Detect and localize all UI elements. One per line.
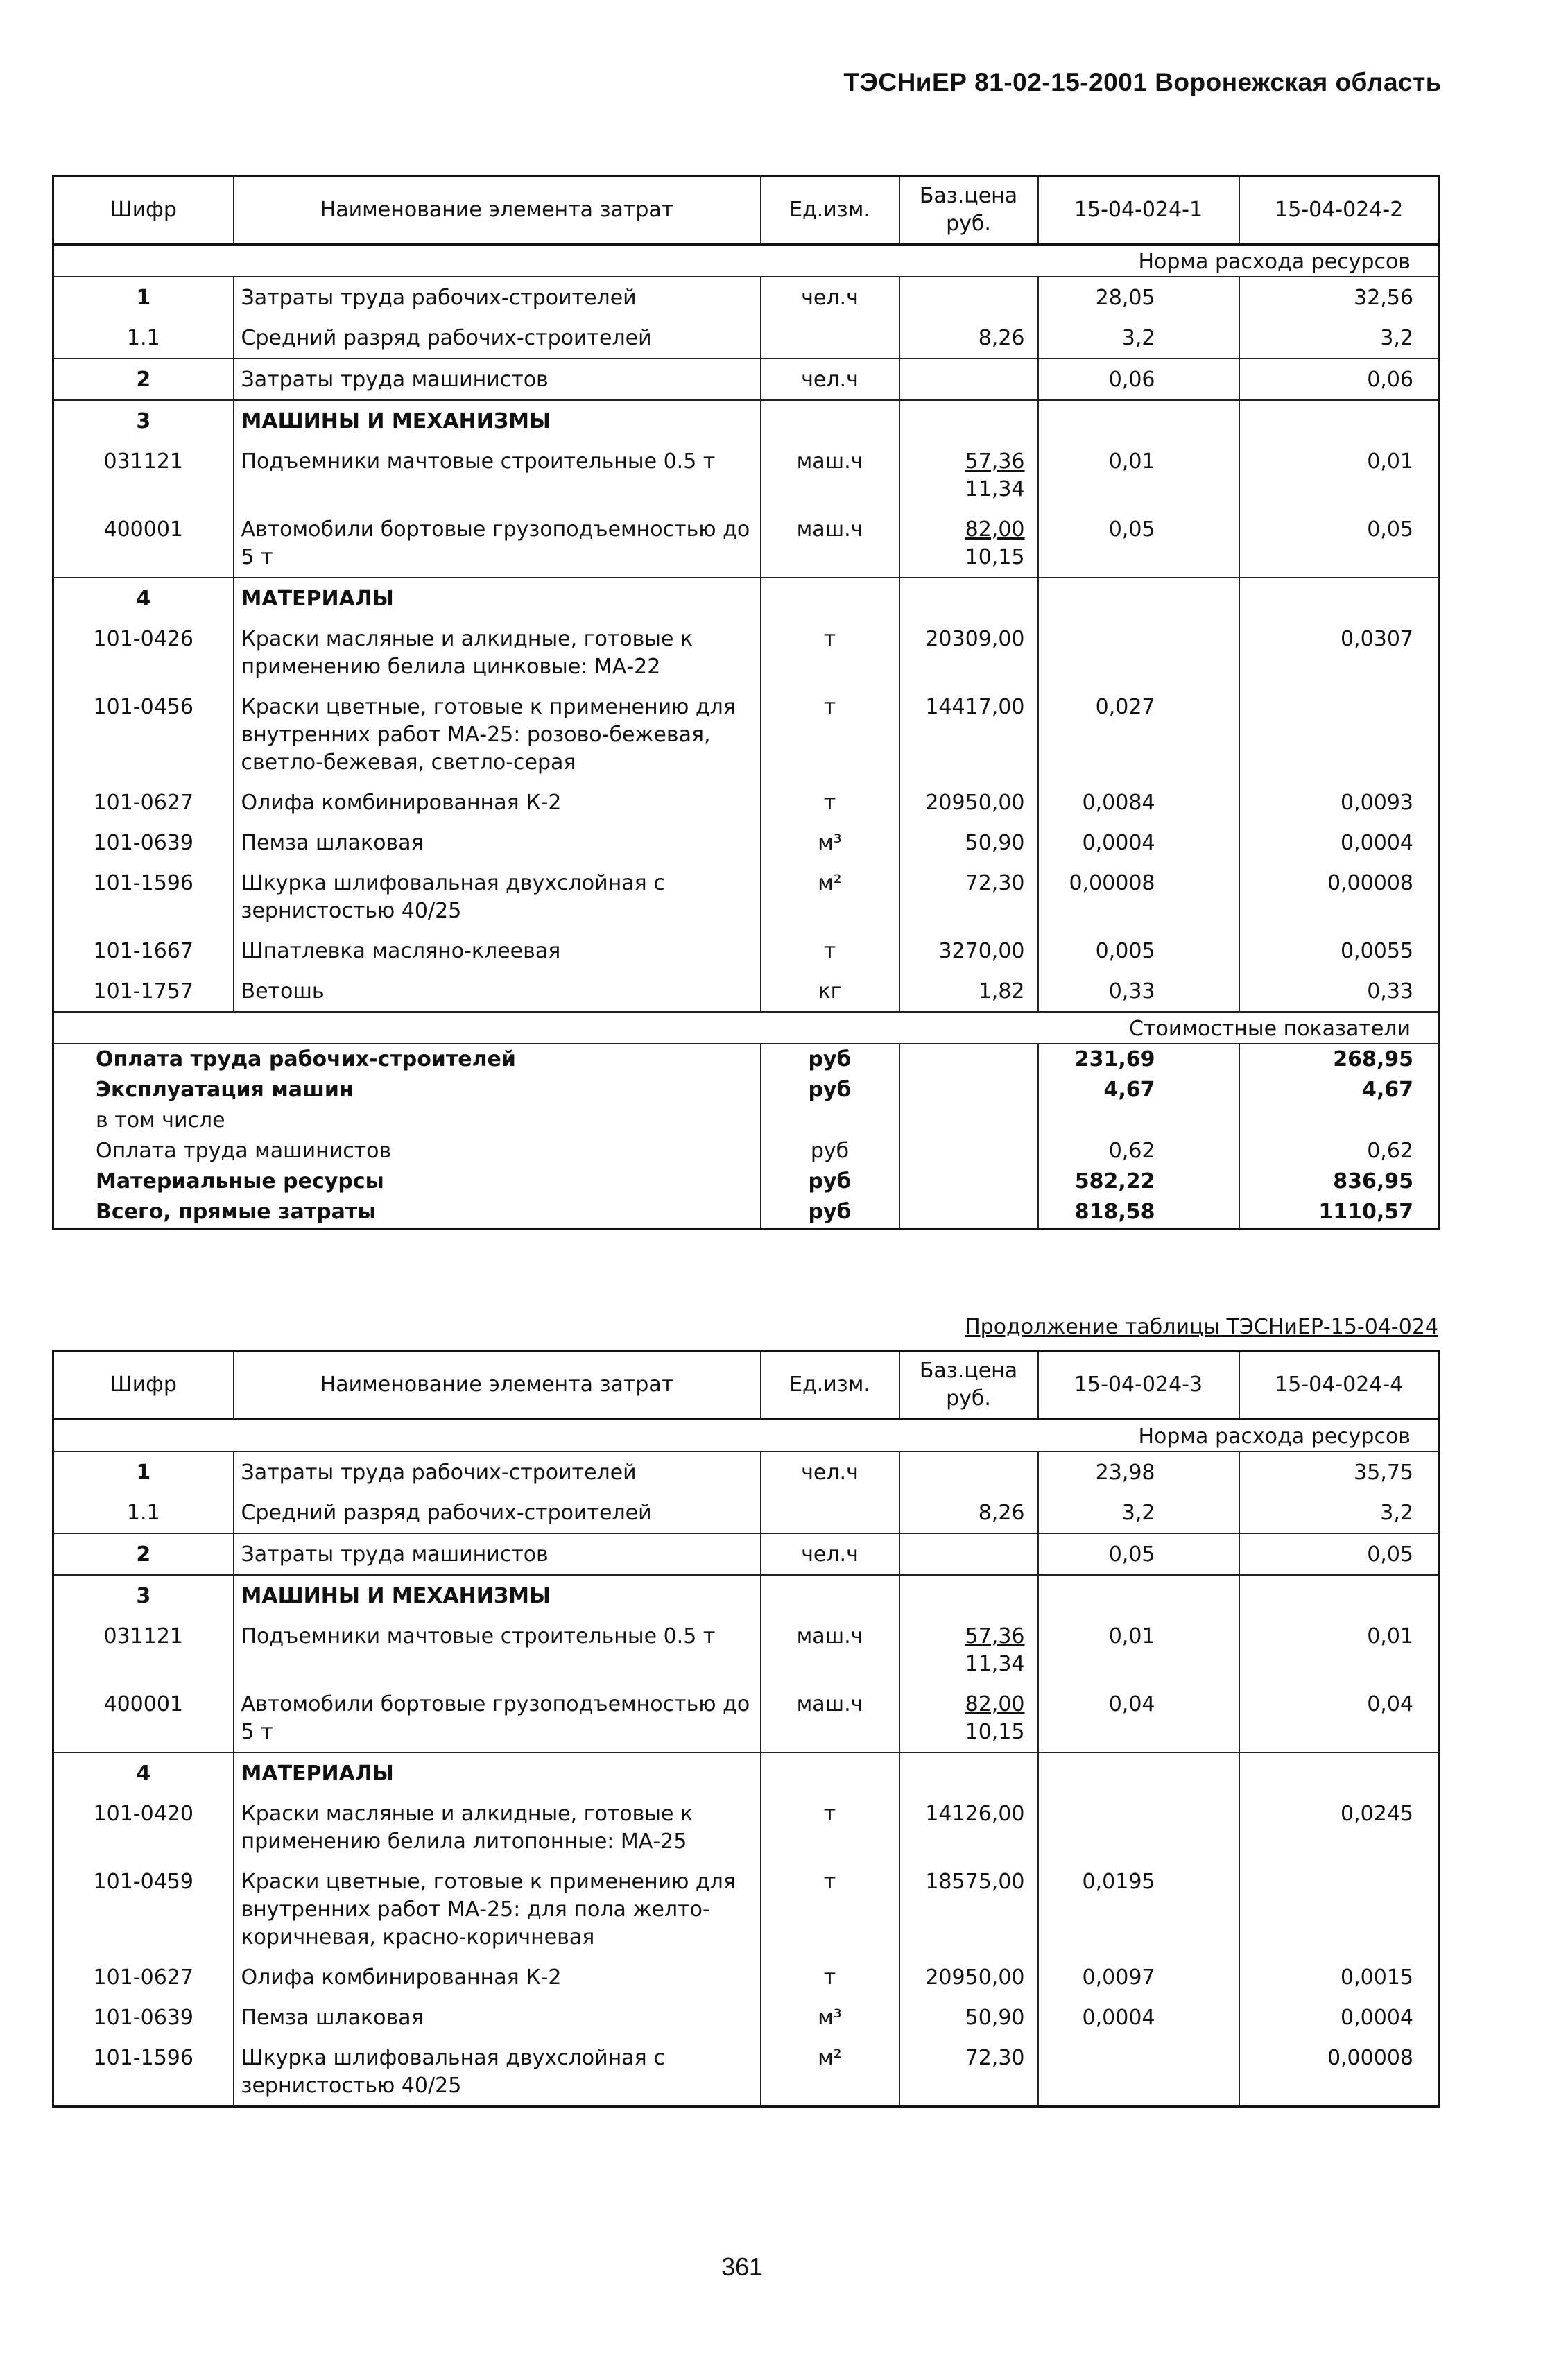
table-cell [899, 1752, 1038, 1793]
table-row [53, 1492, 1440, 1533]
norm-label: Норма расхода ресурсов [53, 245, 1440, 277]
table-cell: 0,005 [1038, 931, 1239, 971]
price-value: 57,36 [965, 1624, 1025, 1648]
table-row [53, 931, 1440, 971]
table-cell [1239, 1575, 1440, 1616]
table-cell [1038, 1752, 1239, 1793]
table-cell: 4,67 [1239, 1075, 1440, 1105]
table-cell: 0,0084 [1038, 782, 1239, 822]
table-cell: Краски масляные и алкидные, готовые к применению белила литопонные: МА-25 [234, 1793, 761, 1861]
table-cell: кг [761, 971, 899, 1012]
table-cell: м³ [761, 1997, 899, 2038]
resource-table-2 [52, 1350, 1440, 2108]
table-cell: 101-0627 [93, 791, 193, 815]
table-cell: 4 [53, 1752, 234, 1793]
table-cell [899, 1197, 1038, 1229]
table-cell [761, 318, 899, 359]
col-header-name: Наименование элемента затрат [234, 176, 761, 245]
continuation-caption: Продолжение таблицы ТЭСНиЕР-15-04-024 [965, 1315, 1438, 1339]
price-value: 57,36 [965, 449, 1025, 474]
table-cell: 20950,00 [899, 782, 1038, 822]
table-cell: 0,04 [1239, 1684, 1440, 1752]
table-cell [1239, 687, 1440, 782]
section-row [53, 400, 1440, 441]
table-row [53, 1793, 1440, 1861]
table-cell: 1.1 [126, 326, 160, 350]
table-cell: Затраты труда машинистов [234, 1533, 761, 1575]
table-cell: 35,75 [1239, 1452, 1440, 1492]
table-cell: 2 [53, 359, 234, 400]
table-row [53, 1420, 1440, 1452]
table-row [53, 277, 1440, 318]
col-header-price: Баз.цена руб. [899, 176, 1038, 245]
table-cell [1239, 1105, 1440, 1136]
table-cell: Краски цветные, готовые к применению для внутренних работ МА-25: для пола желто-коричневая, красно-коричневая [234, 1861, 761, 1957]
table-cell: 0,0004 [1038, 1997, 1239, 2038]
table-cell: т [761, 1793, 899, 1861]
table-cell: 101-0426 [93, 627, 193, 651]
table-cell [761, 578, 899, 619]
table-cell: 101-1596 [93, 2046, 193, 2070]
table-cell: 231,69 [1038, 1044, 1239, 1075]
col-header-code: Шифр [53, 1351, 234, 1420]
table-cell [1038, 619, 1239, 687]
table-row [53, 318, 1440, 359]
table-cell: Оплата труда машинистов [96, 1139, 392, 1163]
table-cell: 0,62 [1038, 1136, 1239, 1166]
table-cell: Автомобили бортовые грузоподъемностью до 5 т [234, 509, 761, 578]
table-cell: т [761, 1861, 899, 1957]
table-cell: Олифа комбинированная К-2 [234, 782, 761, 822]
table-cell: Ветошь [234, 971, 761, 1012]
table-cell: 0,027 [1038, 687, 1239, 782]
table-cell: 0,00008 [1239, 2038, 1440, 2107]
table-cell [1038, 578, 1239, 619]
table-row [53, 971, 1440, 1012]
table-cell: чел.ч [761, 277, 899, 318]
table-cell: 3,2 [1038, 318, 1239, 359]
table-cell: МАШИНЫ И МЕХАНИЗМЫ [234, 1575, 761, 1616]
table-cell: 4,67 [1038, 1075, 1239, 1105]
table-cell: 20950,00 [899, 1957, 1038, 1997]
table-cell: 0,0004 [1239, 822, 1440, 863]
table-cell [899, 578, 1038, 619]
table-cell: 1,82 [899, 971, 1038, 1012]
table-cell: м² [761, 863, 899, 931]
norm-label: Норма расхода ресурсов [53, 1420, 1440, 1452]
table-cell: Пемза шлаковая [234, 822, 761, 863]
table-cell [1038, 2038, 1239, 2107]
col-header-code: Шифр [53, 176, 234, 245]
table-cell: 400001 [103, 1692, 184, 1716]
table-cell: чел.ч [761, 359, 899, 400]
table-cell: 101-1667 [93, 939, 193, 963]
table-cell: 0,05 [1239, 509, 1440, 578]
table-cell: 8,26 [899, 1492, 1038, 1533]
table-cell: 0,01 [1239, 1616, 1440, 1684]
table-row [53, 359, 1440, 400]
table-cell: 101-0627 [93, 1965, 193, 1990]
table-cell: 031121 [103, 1624, 184, 1648]
table-cell: 14417,00 [899, 687, 1038, 782]
table-cell: 0,0097 [1038, 1957, 1239, 1997]
table-cell: Всего, прямые затраты [96, 1200, 377, 1224]
table-cell [1038, 400, 1239, 441]
table-cell: 3270,00 [899, 931, 1038, 971]
table-cell [761, 400, 899, 441]
table-cell: 4 [53, 578, 234, 619]
table-cell: Шкурка шлифовальная двухслойная с зернистостью 40/25 [234, 2038, 761, 2107]
table-row [53, 1012, 1440, 1044]
table-cell: 0,04 [1038, 1684, 1239, 1752]
table-cell: Затраты труда машинистов [234, 359, 761, 400]
table-cell: Подъемники мачтовые строительные 0.5 т [234, 1616, 761, 1684]
table-cell: Средний разряд рабочих-строителей [234, 318, 761, 359]
table-cell: 0,00008 [1239, 863, 1440, 931]
table-cell [761, 1105, 899, 1136]
table-row [53, 1533, 1440, 1575]
table-cell: Подъемники мачтовые строительные 0.5 т [234, 441, 761, 509]
table-cell: 836,95 [1239, 1166, 1440, 1197]
table-cell: маш.ч [761, 1616, 899, 1684]
table-cell [1038, 1105, 1239, 1136]
summary-row [53, 1136, 1440, 1166]
table-cell: Средний разряд рабочих-строителей [234, 1492, 761, 1533]
table-cell [1038, 1575, 1239, 1616]
section-row [53, 578, 1440, 619]
table-cell [899, 1575, 1038, 1616]
table-cell: 0,01 [1038, 441, 1239, 509]
table-cell: МАТЕРИАЛЫ [234, 578, 761, 619]
page-number: 361 [721, 2253, 764, 2281]
table-cell [1239, 1752, 1440, 1793]
table-cell: маш.ч [761, 441, 899, 509]
table-cell [899, 277, 1038, 318]
table-cell [899, 1452, 1038, 1492]
table-cell: 1.1 [126, 1501, 160, 1525]
table-cell [1239, 400, 1440, 441]
table-cell: 101-1596 [93, 871, 193, 895]
table-row [53, 1861, 1440, 1957]
table-cell: 818,58 [1038, 1197, 1239, 1229]
table-cell: Краски цветные, готовые к применению для внутренних работ МА-25: розово-бежевая, светло-бежевая, светло-серая [234, 687, 761, 782]
table-cell [899, 1616, 1038, 1684]
table-cell: чел.ч [761, 1452, 899, 1492]
table-cell: т [761, 1957, 899, 1997]
table-cell: маш.ч [761, 1684, 899, 1752]
table-row [53, 441, 1440, 509]
col-header-norm-1: 15-04-024-1 [1038, 176, 1239, 245]
table-cell: 3,2 [1239, 318, 1440, 359]
table-cell [899, 1136, 1038, 1166]
table-cell: Автомобили бортовые грузоподъемностью до 5 т [234, 1684, 761, 1752]
table-cell: 0,33 [1038, 971, 1239, 1012]
table-row [53, 1997, 1440, 2038]
summary-row [53, 1105, 1440, 1136]
price-value: 11,34 [965, 1652, 1025, 1676]
table-cell [761, 1752, 899, 1793]
table-cell: руб [761, 1136, 899, 1166]
table-cell: 0,0055 [1239, 931, 1440, 971]
table-cell: 0,05 [1038, 509, 1239, 578]
table-cell [899, 359, 1038, 400]
table-cell: Шкурка шлифовальная двухслойная с зернистостью 40/25 [234, 863, 761, 931]
table-cell: 50,90 [899, 1997, 1038, 2038]
table-cell: 14126,00 [899, 1793, 1038, 1861]
table-cell: 18575,00 [899, 1861, 1038, 1957]
table-cell: 3,2 [1038, 1492, 1239, 1533]
table-cell: Шпатлевка масляно-клеевая [234, 931, 761, 971]
table-cell: 0,01 [1038, 1616, 1239, 1684]
table-cell: 0,06 [1038, 359, 1239, 400]
table-cell: 72,30 [899, 2038, 1038, 2107]
table-cell: 101-0459 [93, 1870, 193, 1894]
table-cell: 0,0004 [1038, 822, 1239, 863]
table-cell [761, 1492, 899, 1533]
table-cell: руб [761, 1166, 899, 1197]
table-cell: 582,22 [1038, 1166, 1239, 1197]
table-cell [761, 1575, 899, 1616]
table-row [53, 245, 1440, 277]
table-cell: т [761, 931, 899, 971]
table-cell: 1 [136, 286, 151, 310]
table-cell: м³ [761, 822, 899, 863]
table-cell: Эксплуатация машин [96, 1078, 354, 1102]
table-cell [899, 441, 1038, 509]
table-cell: 0,0093 [1239, 782, 1440, 822]
table-cell: в том числе [96, 1108, 225, 1132]
table-cell: 72,30 [899, 863, 1038, 931]
table-cell: 2 [53, 1533, 234, 1575]
col-header-unit: Ед.изм. [761, 1351, 899, 1420]
col-header-name: Наименование элемента затрат [234, 1351, 761, 1420]
table-cell: м² [761, 2038, 899, 2107]
table-cell: руб [761, 1044, 899, 1075]
table-cell: Краски масляные и алкидные, готовые к применению белила цинковые: МА-22 [234, 619, 761, 687]
table-cell: т [761, 782, 899, 822]
table-cell: 0,05 [1038, 1533, 1239, 1575]
table-row [53, 1957, 1440, 1997]
table-row [53, 2038, 1440, 2107]
table-cell: 32,56 [1239, 277, 1440, 318]
table-cell: 0,05 [1239, 1533, 1440, 1575]
summary-row [53, 1166, 1440, 1197]
summary-row [53, 1044, 1440, 1075]
table-cell: Затраты труда рабочих-строителей [234, 1452, 761, 1492]
col-header-norm-3: 15-04-024-3 [1038, 1351, 1239, 1420]
table-row [53, 687, 1440, 782]
price-value: 82,00 [965, 1692, 1025, 1716]
table-cell: 3 [53, 400, 234, 441]
table-cell [1239, 578, 1440, 619]
table-cell: 101-0420 [93, 1802, 193, 1826]
table-header-row [53, 1351, 1440, 1420]
table-cell: 8,26 [899, 318, 1038, 359]
table-cell: Пемза шлаковая [234, 1997, 761, 2038]
table-cell: 101-0456 [93, 695, 193, 719]
table-cell: 031121 [103, 449, 184, 474]
table-cell: чел.ч [761, 1533, 899, 1575]
col-header-norm-4: 15-04-024-4 [1239, 1351, 1440, 1420]
table-cell [899, 509, 1038, 578]
price-value: 82,00 [965, 517, 1025, 542]
table-cell: 0,33 [1239, 971, 1440, 1012]
table-cell: 1 [136, 1461, 151, 1485]
table-cell: Затраты труда рабочих-строителей [234, 277, 761, 318]
table-cell [899, 1533, 1038, 1575]
table-row [53, 509, 1440, 578]
table-row [53, 1452, 1440, 1492]
table-cell: Олифа комбинированная К-2 [234, 1957, 761, 1997]
table-cell [899, 1044, 1038, 1075]
table-cell: 101-1757 [93, 979, 193, 1004]
page-title: ТЭСНиЕР 81-02-15-2001 Воронежская область [843, 68, 1442, 96]
table-cell: 400001 [103, 517, 184, 542]
table-cell: МАТЕРИАЛЫ [234, 1752, 761, 1793]
table-cell: 3,2 [1239, 1492, 1440, 1533]
price-value: 10,15 [965, 1720, 1025, 1744]
table-cell: 1110,57 [1239, 1197, 1440, 1229]
col-header-norm-2: 15-04-024-2 [1239, 176, 1440, 245]
col-header-unit: Ед.изм. [761, 176, 899, 245]
table-cell: МАШИНЫ И МЕХАНИЗМЫ [234, 400, 761, 441]
table-cell: 101-0639 [93, 831, 193, 855]
table-cell: 0,0195 [1038, 1861, 1239, 1957]
table-cell: 101-0639 [93, 2006, 193, 2030]
table-cell [899, 1075, 1038, 1105]
table-cell: 0,62 [1239, 1136, 1440, 1166]
table-cell [899, 1166, 1038, 1197]
table-cell: 50,90 [899, 822, 1038, 863]
table-cell: 0,0307 [1239, 619, 1440, 687]
price-value: 10,15 [965, 545, 1025, 569]
table-cell: Оплата труда рабочих-строителей [96, 1047, 516, 1071]
table-cell: 0,0004 [1239, 1997, 1440, 2038]
table-cell: Материальные ресурсы [96, 1169, 384, 1194]
table-cell: 0,01 [1239, 441, 1440, 509]
table-cell [899, 1105, 1038, 1136]
table-cell [1239, 1861, 1440, 1957]
table-cell [899, 1684, 1038, 1752]
table-cell: т [761, 619, 899, 687]
resource-table-1 [52, 175, 1440, 1230]
table-row [53, 863, 1440, 931]
table-cell: т [761, 687, 899, 782]
table-cell [1038, 1793, 1239, 1861]
summary-row [53, 1075, 1440, 1105]
table-cell [899, 400, 1038, 441]
table-cell: 0,06 [1239, 359, 1440, 400]
section-row [53, 1575, 1440, 1616]
table-cell: 20309,00 [899, 619, 1038, 687]
table-row [53, 822, 1440, 863]
table-cell: 0,0015 [1239, 1957, 1440, 1997]
table-cell: руб [761, 1075, 899, 1105]
table-cell: руб [761, 1197, 899, 1229]
table-cell: маш.ч [761, 509, 899, 578]
table-cell: 3 [53, 1575, 234, 1616]
table-cell: 0,00008 [1038, 863, 1239, 931]
table-cell: 23,98 [1038, 1452, 1239, 1492]
table-row [53, 782, 1440, 822]
summary-row [53, 1197, 1440, 1229]
table-cell: 0,0245 [1239, 1793, 1440, 1861]
table-header-row [53, 176, 1440, 245]
table-row [53, 619, 1440, 687]
table-cell: 268,95 [1239, 1044, 1440, 1075]
section-row [53, 1752, 1440, 1793]
price-value: 11,34 [965, 477, 1025, 501]
cost-label: Стоимостные показатели [53, 1012, 1440, 1044]
table-row [53, 1616, 1440, 1684]
table-cell: 28,05 [1038, 277, 1239, 318]
table-row [53, 1684, 1440, 1752]
col-header-price: Баз.цена руб. [899, 1351, 1038, 1420]
